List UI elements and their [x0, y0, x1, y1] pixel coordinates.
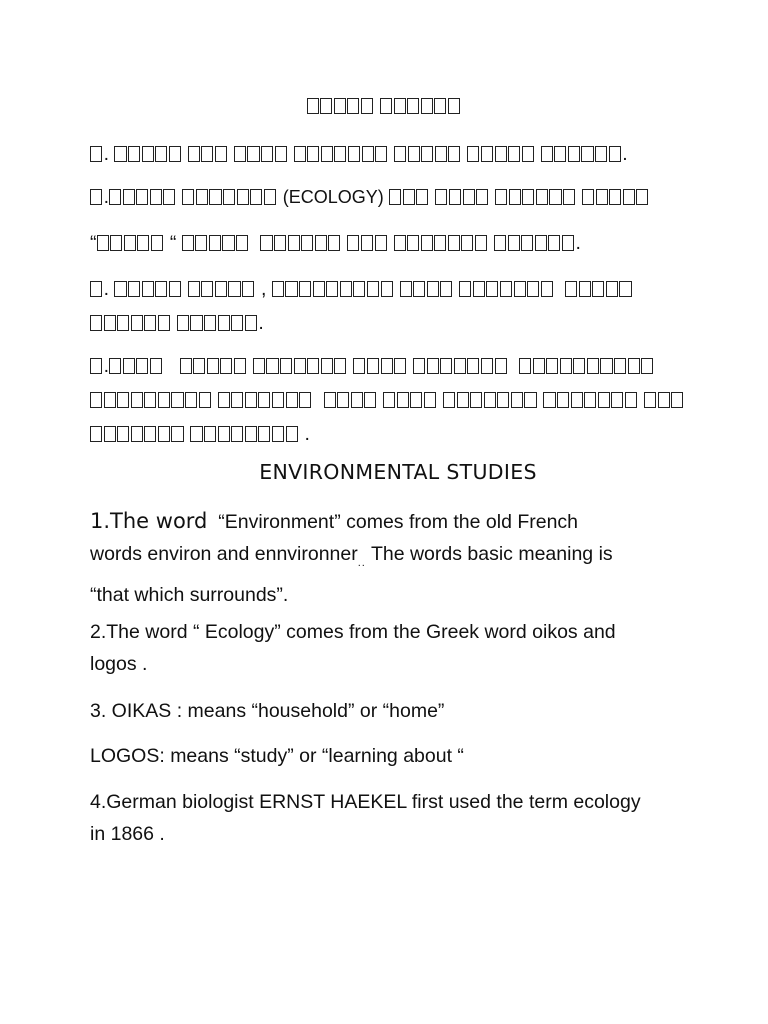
page-heading: ENVIRONMENTAL STUDIES: [259, 460, 537, 484]
tamil-line-8: .: [90, 423, 310, 446]
tamil-line-7: [90, 389, 685, 412]
ecology-label: (ECOLOGY): [282, 187, 384, 207]
tamil-line-3: “ “ .: [90, 232, 581, 254]
paragraph-2: [90, 616, 616, 680]
paragraph-1-dots: ..: [357, 557, 366, 569]
paragraph-4: LOGOS: means “study” or “learning about “: [90, 745, 464, 767]
tamil-line-2-end: [389, 186, 650, 208]
paragraph-5: [90, 786, 641, 850]
paragraph-2-line-1: 2.The word “ Ecology” comes from the Greek word oikos and: [90, 621, 616, 643]
tamil-line-6: .: [90, 355, 655, 378]
paragraph-1-line-3: “that which surrounds”.: [90, 584, 289, 606]
paragraph-5-line-1: 4.German biologist ERNST HAEKEL first used the term ecology: [90, 791, 641, 813]
tamil-line-5: .: [90, 312, 264, 335]
tamil-title: [0, 95, 768, 118]
tamil-line-4: . ,: [90, 278, 633, 301]
tamil-line-2-start: .: [90, 186, 277, 208]
paragraph-1-lead: 1.The word: [90, 509, 208, 533]
paragraph-3: 3. OIKAS : means “household” or “home”: [90, 700, 445, 722]
paragraph-1: [90, 505, 613, 611]
paragraph-1-line-2: [90, 538, 613, 579]
tamil-line-2: [90, 186, 650, 209]
tamil-line-1: . .: [90, 143, 628, 166]
paragraph-1-text-2a: words environ and ennvironner: [90, 543, 358, 565]
paragraph-1-text-1: “Environment” comes from the old French: [218, 511, 579, 533]
paragraph-1-text-2b: The words basic meaning is: [370, 543, 613, 565]
paragraph-2-line-2: logos .: [90, 653, 148, 675]
paragraph-5-line-2: in 1866 .: [90, 823, 165, 845]
paragraph-1-line-1: [90, 505, 613, 538]
